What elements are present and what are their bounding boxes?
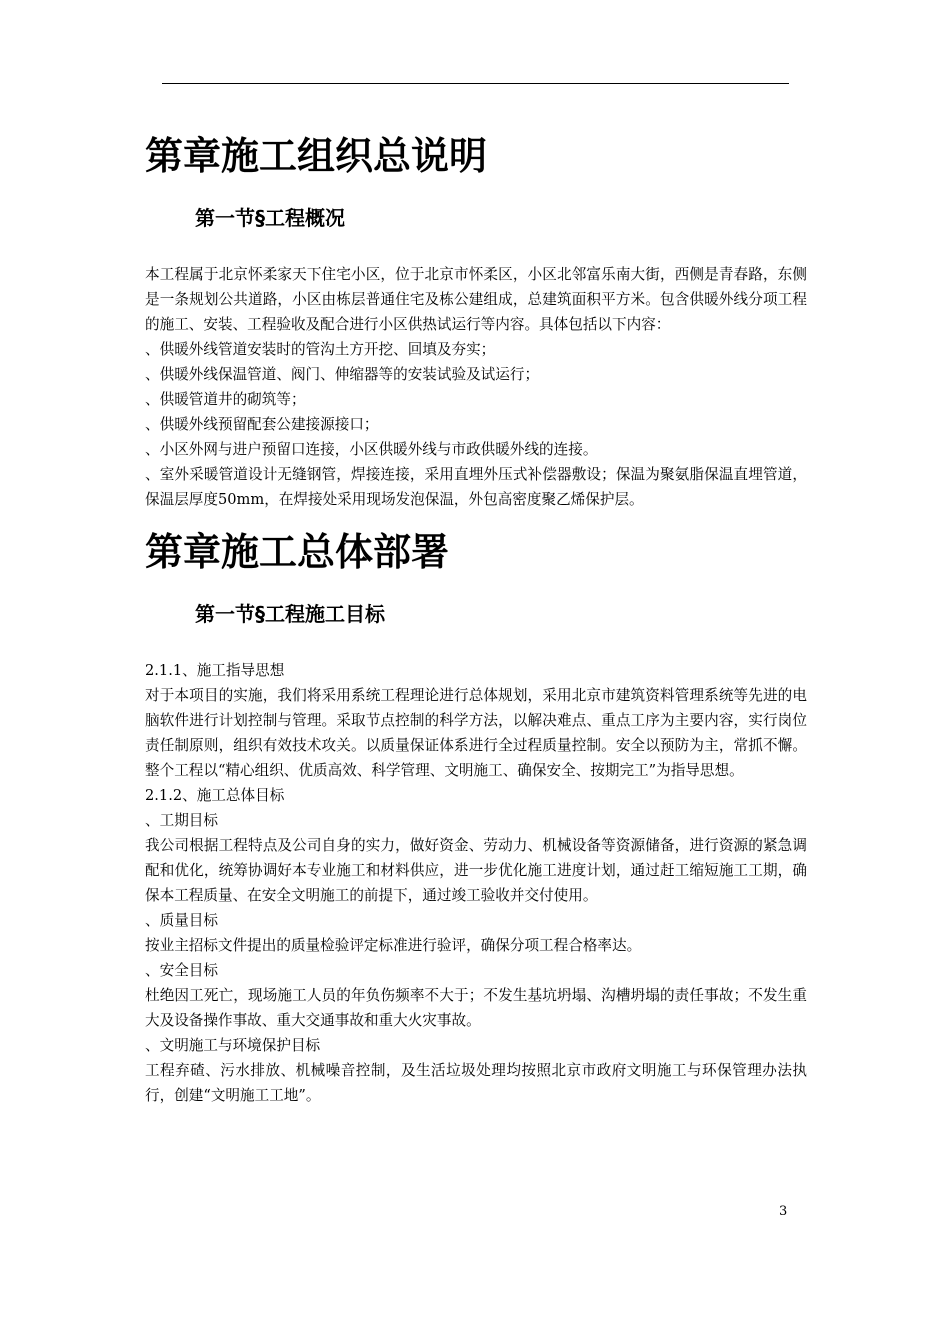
chapter-title-1: 第章施工组织总说明	[145, 134, 488, 178]
subheading: 、安全目标	[145, 962, 218, 979]
paragraph: 杜绝因工死亡，现场施工人员的年负伤频率不大于；不发生基坑坍塌、沟槽坍塌的责任事故；不发生重大及设备操作事故、重大交通事故和重大火灾事故。	[145, 987, 807, 1029]
section-title-2: 第一节§工程施工目标	[195, 602, 385, 626]
list-item: 、供暖外线保温管道、阀门、伸缩器等的安装试验及试运行；	[145, 366, 540, 383]
header-rule	[162, 83, 789, 84]
list-item: 、供暖外线管道安装时的管沟土方开挖、回填及夯实；	[145, 341, 496, 358]
subheading: 2.1.2、施工总体目标	[145, 787, 285, 804]
page-content	[145, 128, 807, 1108]
paragraph: 我公司根据工程特点及公司自身的实力，做好资金、劳动力、机械设备等资源储备，进行资源的紧急调配和优化，统筹协调好本专业施工和材料供应，进一步优化施工进度计划，通过赶工缩短施工工期，确保本工程质量、在安全文明施工的前提下，通过竣工验收并交付使用。	[145, 837, 807, 904]
closing-paragraph: 、室外采暖管道设计无缝钢管，焊接连接，采用直埋外压式补偿器敷设；保温为聚氨脂保温直埋管道，保温层厚度50mm，在焊接处采用现场发泡保温，外包高密度聚乙烯保护层。	[145, 466, 807, 508]
subheading: 、文明施工与环境保护目标	[145, 1037, 321, 1054]
paragraph: 对于本项目的实施，我们将采用系统工程理论进行总体规划，采用北京市建筑资料管理系统等先进的电脑软件进行计划控制与管理。采取节点控制的科学方法，以解决难点、重点工序为主要内容，实行岗位责任制原则，组织有效技术攻关。以质量保证体系进行全过程质量控制。安全以预防为主，常抓不懈。整个工程以“精心组织、优质高效、科学管理、文明施工、确保安全、按期完工”为指导思想。	[145, 687, 807, 779]
paragraph: 工程弃碴、污水排放、机械噪音控制，及生活垃圾处理均按照北京市政府文明施工与环保管理办法执行，创建“文明施工工地”。	[145, 1062, 807, 1104]
chapter-title-2: 第章施工总体部署	[145, 530, 450, 574]
paragraph: 按业主招标文件提出的质量检验评定标准进行验评，确保分项工程合格率达。	[145, 937, 642, 954]
subheading: 、工期目标	[145, 812, 218, 829]
subheading: 、质量目标	[145, 912, 218, 929]
list-item: 、供暖管道井的砌筑等；	[145, 391, 306, 408]
page-number: 3	[779, 1204, 788, 1219]
subheading: 2.1.1、施工指导思想	[145, 662, 285, 679]
list-item: 、小区外网与进户预留口连接，小区供暖外线与市政供暖外线的连接。	[145, 441, 598, 458]
section-title-1: 第一节§工程概况	[195, 206, 345, 230]
intro-paragraph: 本工程属于北京怀柔家天下住宅小区，位于北京市怀柔区，小区北邻富乐南大街，西侧是青春路，东侧是一条规划公共道路，小区由栋层普通住宅及栋公建组成，总建筑面积平方米。包含供暖外线分项工程的施工、安装、工程验收及配合进行小区供热试运行等内容。具体包括以下内容：	[145, 266, 807, 333]
list-item: 、供暖外线预留配套公建接源接口；	[145, 416, 379, 433]
